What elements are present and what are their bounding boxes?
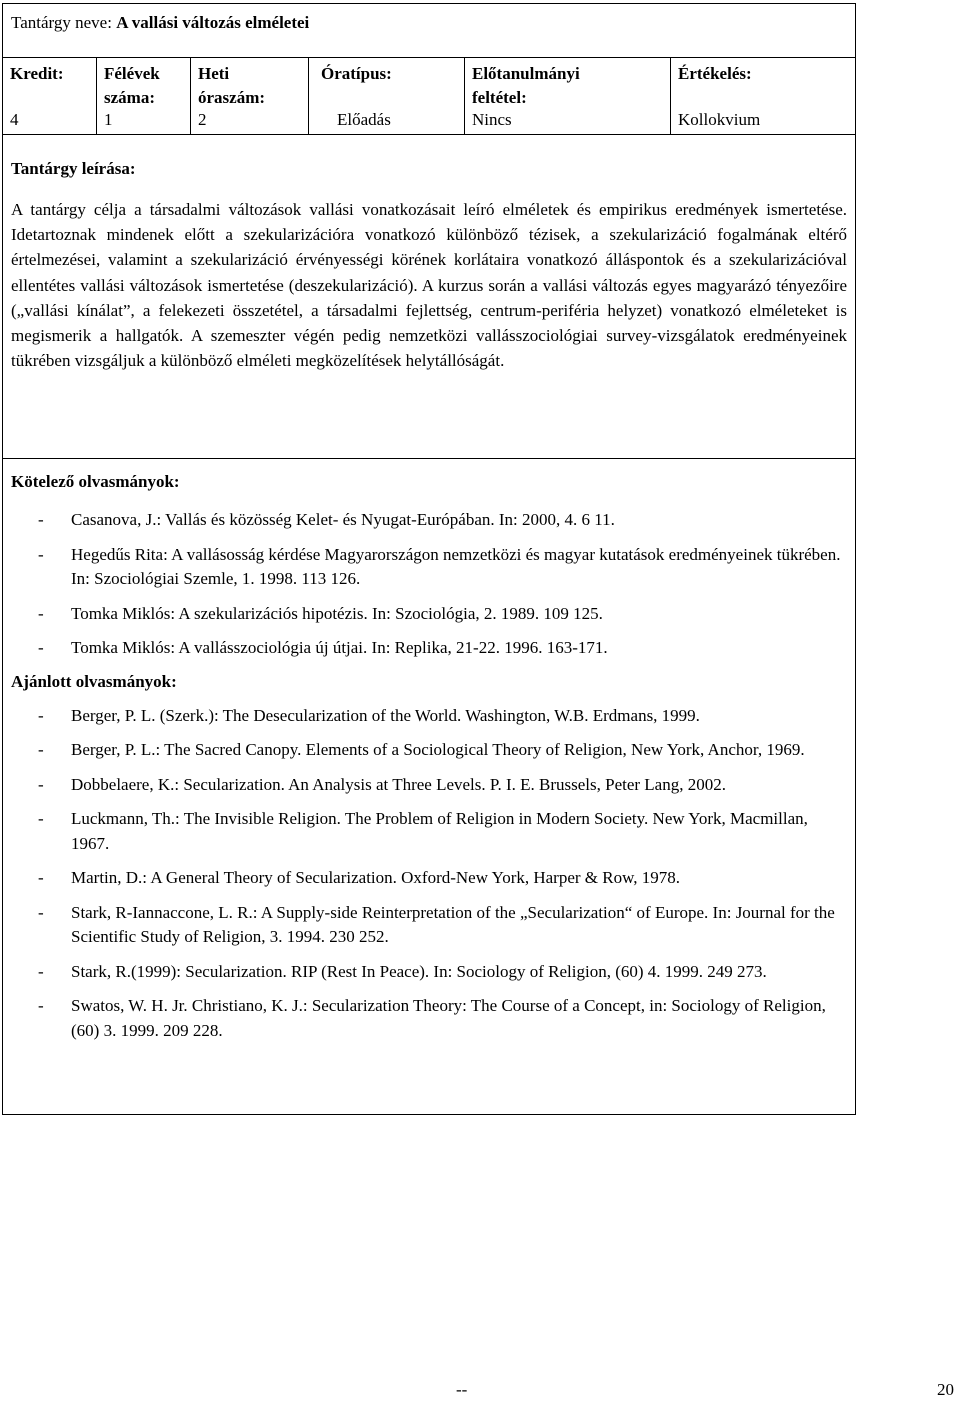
ertekeles-cell [671,58,854,134]
description-section [3,135,855,459]
felevek-label-2: száma: [104,88,155,107]
heti-label-1: Heti [198,64,230,83]
description-text: A tantárgy célja a társadalmi változások vallási vonatkozásait leíró elméletek és empirikus eredmények ismertetése. Idetartoznak mindenek előtt a szekularizációra vonatkozó különböző tézisek, a szekularizáció fogalmának eltérő értelmezései, valamint a szekularizáció érvényességi körének korlátaira vonatkozó álláspontok és a szekularizációval ellentétes vallási változások ismertetése (deszekularizáció). A kurzus során a vallási változás egyes magyarázó tényezőire („vallási kínálat”, a felekezeti összetétel, a társadalmi fejlettség, centrum-periféria helyzet) vonatkozó elméleteket is megismerik a hallgatók. A szemeszter végén pedig nemzetközi vallásszociológiai survey-vizsgálatok eredményeinek tükrében vizsgáljuk a különböző elméleti megközelítések helytállóságát. [11,200,847,371]
list-marker: - [38,740,44,759]
reference-text: Tomka Miklós: A szekularizációs hipotézis. In: Szociológia, 2. 1989. 109 125. [71,603,603,623]
list-item [11,773,847,798]
footer-dash: -- [456,1380,468,1399]
elotanulmanyi-cell [465,58,671,134]
heti-value: 2 [198,110,207,129]
recommended-list [11,704,847,1044]
list-marker: - [38,996,44,1015]
course-sheet [2,3,856,1115]
kredit-value: 4 [10,110,19,129]
list-item [11,602,847,627]
reference-text: Luckmann, Th.: The Invisible Religion. The Problem of Religion in Modern Society. New York, Macmillan, 1967. [71,809,808,853]
course-title-label: Tantárgy neve: [11,13,112,32]
list-marker: - [38,638,44,657]
reference-text: Stark, R-Iannaccone, L. R.: A Supply-side Reinterpretation of the „Secularization“ of Europe. In: Journal for the Scientific Study of Religion, 3. 1994. 230 252. [71,902,835,946]
felevek-value: 1 [104,110,113,129]
list-marker: - [38,902,44,922]
elotanulmanyi-label-2: feltétel: [472,88,527,107]
oratipus-cell [309,58,465,134]
course-info-row [3,58,855,135]
page-number: 20 [937,1380,954,1399]
recommended-heading: Ajánlott olvasmányok: [11,671,177,691]
reference-text: Casanova, J.: Vallás és közösség Kelet- és Nyugat-Európában. In: 2000, 4. 6 11. [71,510,615,529]
list-item [11,960,847,985]
heti-label-2: óraszám: [198,88,266,107]
list-item [11,901,847,950]
kredit-cell [3,58,97,134]
course-title-value: A vallási változás elméletei [116,13,310,32]
list-item [11,704,847,729]
list-marker: - [38,544,44,564]
elotanulmanyi-label-1: Előtanulmányi [472,64,580,83]
list-marker: - [38,868,44,887]
elotanulmanyi-value: Nincs [472,110,512,129]
reference-text: Stark, R.(1999): Secularization. RIP (Rest In Peace). In: Sociology of Religion, (60) 4. 1999. 249 273. [71,961,767,981]
required-heading: Kötelező olvasmányok: [11,472,180,491]
oratipus-value: Előadás [337,110,391,129]
reference-text: Berger, P. L. (Szerk.): The Desecularization of the World. Washington, W.B. Erdmans, 1999. [71,705,700,725]
oratipus-label: Óratípus: [321,64,392,83]
reference-text: Swatos, W. H. Jr. Christiano, K. J.: Secularization Theory: The Course of a Concept, in: Sociology of Religion, (60) 3. 1999. 209 228. [71,996,826,1040]
list-item [11,543,847,592]
reference-text: Dobbelaere, K.: Secularization. An Analysis at Three Levels. P. I. E. Brussels, Peter Lang, 2002. [71,774,726,794]
list-marker: - [38,961,44,981]
reference-text: Tomka Miklós: A vallásszociológia új útjai. In: Replika, 21-22. 1996. 163-171. [71,638,608,657]
reference-text: Martin, D.: A General Theory of Secularization. Oxford-New York, Harper & Row, 1978. [71,868,681,887]
required-list [11,508,847,661]
course-title-row [3,4,855,58]
reference-text: Berger, P. L.: The Sacred Canopy. Elements of a Sociological Theory of Religion, New York, Anchor, 1969. [71,740,805,759]
reference-text: Hegedűs Rita: A vallásosság kérdése Magyarországon nemzetközi és magyar kutatások eredményeinek tükrében. In: Szociológiai Szemle, 1. 1998. 113 126. [71,544,841,588]
list-marker: - [38,809,44,828]
felevek-label-1: Félévek [104,64,160,83]
list-marker: - [38,774,44,794]
list-item [11,807,847,856]
ertekeles-value: Kollokvium [678,110,761,129]
list-item [11,866,847,891]
list-item [11,508,847,533]
list-item [11,636,847,661]
list-marker: - [38,603,44,623]
heti-cell [191,58,309,134]
readings-section [3,459,855,1043]
list-marker: - [38,510,44,529]
felevek-cell [97,58,191,134]
list-item [11,994,847,1043]
list-item [11,738,847,763]
ertekeles-label: Értékelés: [678,64,752,83]
list-marker: - [38,705,44,725]
kredit-label: Kredit: [10,64,64,83]
description-heading: Tantárgy leírása: [11,159,136,178]
